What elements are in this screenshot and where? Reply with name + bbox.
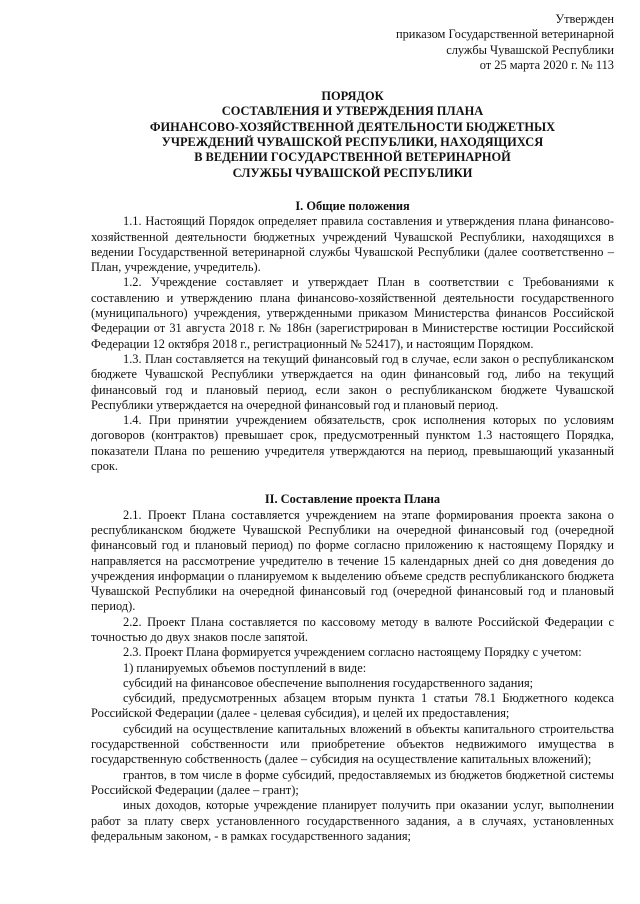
list-item: субсидий на финансовое обеспечение выполнения государственного задания; [123,675,534,690]
title-line: УЧРЕЖДЕНИЙ ЧУВАШСКОЙ РЕСПУБЛИКИ, НАХОДЯЩИХСЯ [161,135,544,150]
paragraph: 1.2. Учреждение составляет и утверждает План в соответствии с Требованиями к составлению и утверждению плана финансово-хозяйственной деятельности государственного (муниципального) учреждения, утвержденными приказом Министерства финансов Российской Федерации от 31 августа 2018 г. № 186н (зарегистрирован в Министерстве юстиции Российской Федерации 12 октября 2018 г., регистрационный № 52417), и настоящим Порядком. [91,275,614,351]
document-title [91,89,614,181]
paragraph: 1.1. Настоящий Порядок определяет правила составления и утверждения плана финансово-хозяйственной деятельности бюджетных учреждений Чувашской Республики, находящихся в ведении Государственной ветеринарной службы Чувашской Республики (далее соответственно – План, учреждение, учредитель). [91,214,614,275]
title-line: СЛУЖБЫ ЧУВАШСКОЙ РЕСПУБЛИКИ [232,165,473,180]
list-item: 1) планируемых объемов поступлений в виде: [123,660,367,675]
section-heading-draft: II. Составление проекта Плана [264,492,441,507]
list-item: иных доходов, которые учреждение планирует получить при оказании услуг, выполнении работ за плату сверх установленного государственного задания, а в случаях, установленных федеральным законом, - в рамках государственного задания; [91,798,614,843]
paragraph: 2.1. Проект Плана составляется учреждением на этапе формирования проекта закона о республиканском бюджете Чувашской Республики на очередной финансовый год (очередной финансовый год и плановый период) по форме согласно приложению к настоящему Порядку и направляется на рассмотрение учредителю в течение 15 календарных дней со дня доведения до учреждения информации о планируемом к выделению объеме средств республиканского бюджета Чувашской Республики на очередной финансовый год (очередной финансовый год и плановый период). [91,507,614,614]
approval-line: приказом Государственной ветеринарной [395,27,614,42]
section-heading-general: I. Общие положения [295,198,410,213]
list-item: субсидий, предусмотренных абзацем вторым пункта 1 статьи 78.1 Бюджетного кодекса Российской Федерации (далее - целевая субсидия), и целей их предоставления; [91,691,614,721]
paragraph: 1.3. План составляется на текущий финансовый год в случае, если закон о республиканском бюджете Чувашской Республики утверждается на один финансовый год, либо на текущий финансовый год и плановый период, если закон о республиканском бюджете Чувашской Республики утверждается на очередной финансовый год и плановый период. [91,351,614,412]
title-line: ФИНАНСОВО-ХОЗЯЙСТВЕННОЙ ДЕЯТЕЛЬНОСТИ БЮДЖЕТНЫХ [149,119,556,134]
title-line: В ВЕДЕНИИ ГОСУДАРСТВЕННОЙ ВЕТЕРИНАРНОЙ [194,150,511,165]
approval-stamp [91,12,614,73]
title-line: ПОРЯДОК [321,89,384,104]
paragraph: 2.2. Проект Плана составляется по кассовому методу в валюте Российской Федерации с точностью до двух знаков после запятой. [91,614,614,644]
approval-line: Утвержден [555,12,614,26]
approval-line: службы Чувашской Республики [446,42,614,57]
title-line: СОСТАВЛЕНИЯ И УТВЕРЖДЕНИЯ ПЛАНА [221,104,484,119]
list-item: субсидий на осуществление капитальных вложений в объекты капитального строительства государственной собственности или приобретение объектов недвижимого имущества в государственную собственность (далее – субсидия на осуществление капитальных вложений); [91,721,614,767]
approval-line: от 25 марта 2020 г. № 113 [479,57,614,72]
paragraph: 2.3. Проект Плана формируется учреждением согласно настоящему Порядку с учетом: [123,645,582,660]
list-item: грантов, в том числе в форме субсидий, предоставляемых из бюджетов бюджетной системы Российской Федерации (далее – грант); [91,767,614,797]
paragraph: 1.4. При принятии учреждением обязательств, срок исполнения которых по условиям договоров (контрактов) превышает срок, предусмотренный пунктом 1.3 настоящего Порядка, показатели Плана по решению учредителя утверждаются на период, превышающий указанный срок. [91,413,614,474]
